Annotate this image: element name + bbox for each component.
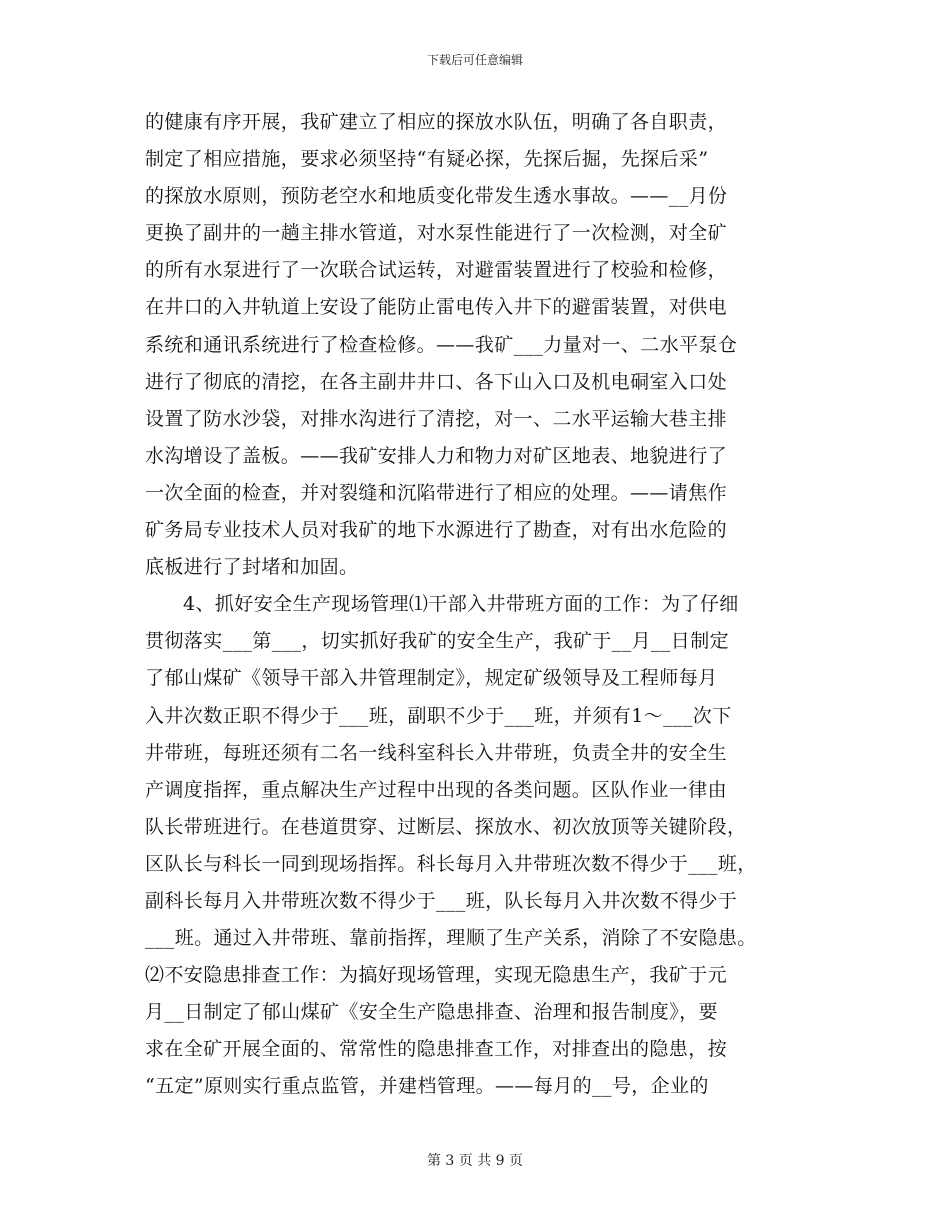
text-line: 更换了副井的一趟主排水管道，对水泵性能进行了一次检测，对全矿	[145, 222, 728, 245]
text-line: 了郁山煤矿《领导干部入井管理制定》，规定矿级领导及工程师每月	[145, 667, 718, 690]
text-line: 月__日制定了郁山煤矿《安全生产隐患排查、治理和报告制度》，要	[145, 1001, 718, 1024]
text-line: 水沟增设了盖板。——我矿安排人力和物力对矿区地表、地貌进行了	[145, 444, 728, 467]
text-line: 贯彻落实___第___，切实抓好我矿的安全生产，我矿于__月__日制定	[145, 630, 730, 653]
text-line: 的健康有序开展，我矿建立了相应的探放水队伍，明确了各自职责，	[145, 111, 728, 133]
text-line: 设置了防水沙袋，对排水沟进行了清挖，对一、二水平运输大巷主排	[145, 407, 728, 430]
text-line: ___班。通过入井带班、靠前指挥，理顺了生产关系，消除了不安隐患。	[145, 927, 757, 950]
text-line: 底板进行了封堵和加固。	[145, 556, 359, 579]
text-line: 入井次数正职不得少于___班，副职不少于___班，并须有1～___次下	[145, 704, 732, 727]
text-line: 队长带班进行。在巷道贯穿、过断层、探放水、初次放顶等关键阶段，	[145, 815, 747, 838]
text-line: 制定了相应措施，要求必须坚持“有疑必探，先探后掘，先探后采”	[145, 148, 709, 171]
page-header: 下载后可任意编辑	[426, 53, 523, 67]
text-line: “五定”原则实行重点监管，并建档管理。——每月的__号，企业的	[145, 1075, 709, 1098]
text-line: 区队长与科长一同到现场指挥。科长每月入井带班次数不得少于___班，	[145, 852, 757, 875]
text-line: 进行了彻底的清挖，在各主副井井口、各下山入口及机电硐室入口处	[145, 370, 728, 393]
body-text	[145, 104, 825, 1106]
page-footer: 第 3 页 共 9 页	[426, 1153, 524, 1169]
text-line: 的探放水原则，预防老空水和地质变化带发生透水事故。——__月份	[145, 185, 728, 208]
paragraph-start-line: 4、抓好安全生产现场管理⑴干部入井带班方面的工作：为了仔细	[183, 593, 739, 616]
text-line: 求在全矿开展全面的、常常性的隐患排查工作，对排查出的隐患，按	[145, 1038, 728, 1061]
text-line: 的所有水泵进行了一次联合试运转，对避雷装置进行了校验和检修，	[145, 259, 728, 282]
text-line: 产调度指挥，重点解决生产过程中出现的各类问题。区队作业一律由	[145, 778, 728, 801]
text-line: 在井口的入井轨道上安设了能防止雷电传入井下的避雷装置，对供电	[145, 296, 728, 319]
text-line: 系统和通讯系统进行了检查检修。——我矿___力量对一、二水平泵仓	[145, 333, 738, 356]
text-line: 副科长每月入井带班次数不得少于___班，队长每月入井次数不得少于	[145, 889, 738, 912]
text-line: 矿务局专业技术人员对我矿的地下水源进行了勘查，对有出水危险的	[145, 519, 728, 542]
text-line: 一次全面的检查，并对裂缝和沉陷带进行了相应的处理。——请焦作	[145, 481, 728, 504]
text-line: ⑵不安隐患排查工作：为搞好现场管理，实现无隐患生产，我矿于元	[145, 964, 728, 987]
text-line: 井带班，每班还须有二名一线科室科长入井带班，负责全井的安全生	[145, 741, 728, 764]
